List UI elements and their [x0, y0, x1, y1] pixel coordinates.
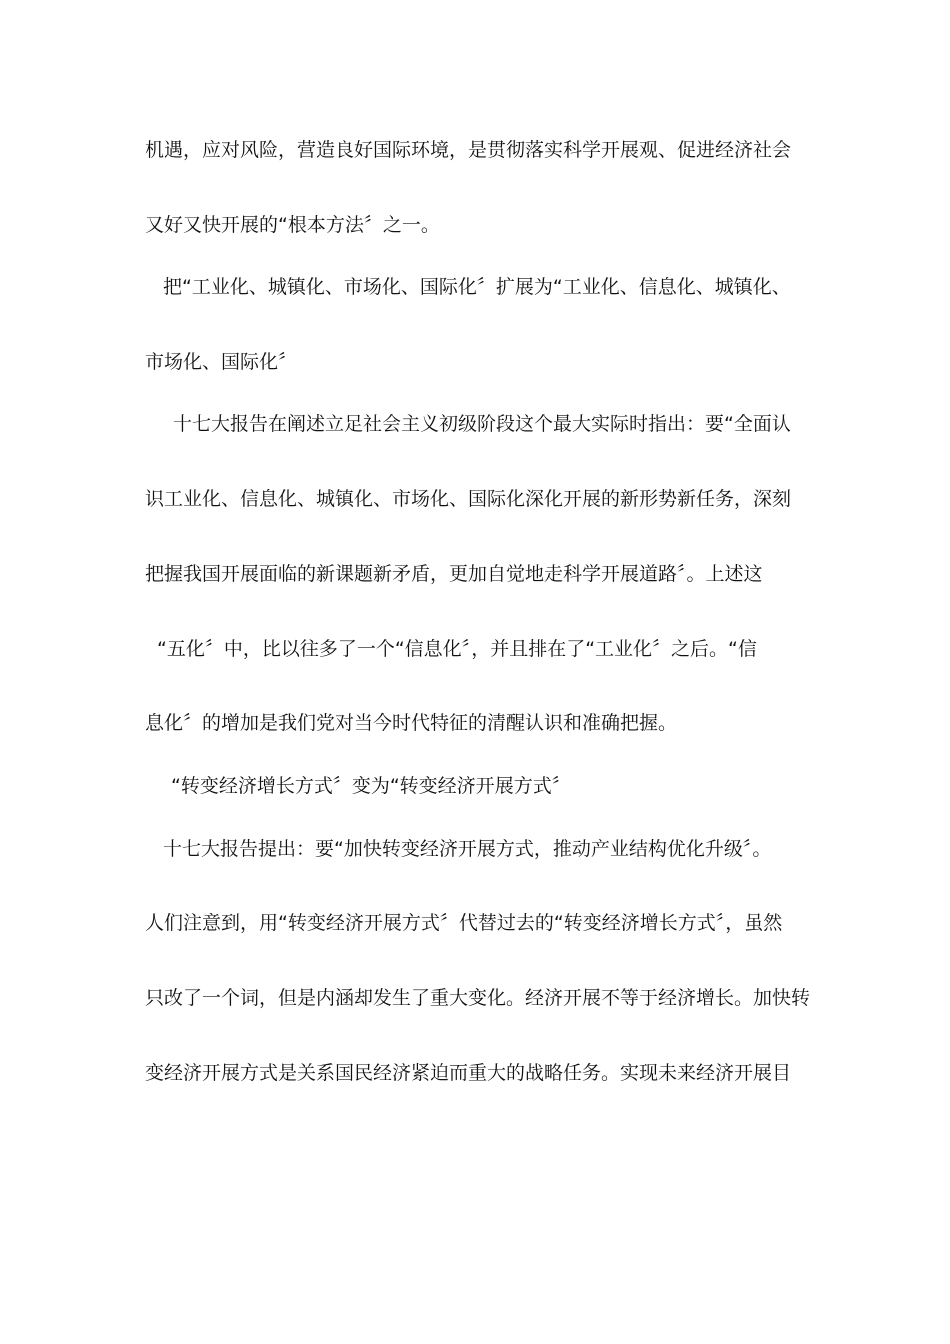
- text-line-7: 把握我国开展面临的新课题新矛盾，更加自觉地走科学开展道路〞。上述这: [145, 563, 763, 585]
- text-line-6: 识工业化、信息化、城镇化、市场化、国际化深化开展的新形势新任务，深刻: [145, 488, 792, 510]
- text-line-12: 人们注意到，用“转变经济开展方式〞代替过去的“转变经济增长方式〞，虽然: [145, 912, 783, 934]
- text-line-11: 十七大报告提出：要“加快转变经济开展方式，推动产业结构优化升级〞。: [163, 838, 772, 860]
- text-line-9: 息化〞的增加是我们党对当今时代特征的清醒认识和准确把握。: [145, 712, 678, 734]
- text-line-14: 变经济开展方式是关系国民经济紧迫而重大的战略任务。实现未来经济开展目: [145, 1062, 792, 1084]
- text-line-1: 机遇，应对风险，营造良好国际环境，是贯彻落实科学开展观、促进经济社会: [145, 139, 792, 161]
- paragraph-heading-2: “转变经济增长方式〞变为“转变经济开展方式〞: [171, 775, 571, 797]
- text-line-5: 十七大报告在阐述立足社会主义初级阶段这个最大实际时指出：要“全面认: [173, 413, 791, 435]
- text-line-2: 又好又快开展的“根本方法〞之一。: [145, 214, 440, 236]
- text-line-13: 只改了一个词，但是内涵却发生了重大变化。经济开展不等于经济增长。加快转: [145, 987, 811, 1009]
- text-line-8: “五化〞中，比以往多了一个“信息化〞，并且排在了“工业化〞之后。“信: [157, 638, 757, 660]
- paragraph-heading-1: 把“工业化、城镇化、市场化、国际化〞扩展为“工业化、信息化、城镇化、: [163, 276, 791, 298]
- text-line-4: 市场化、国际化〞: [145, 351, 298, 373]
